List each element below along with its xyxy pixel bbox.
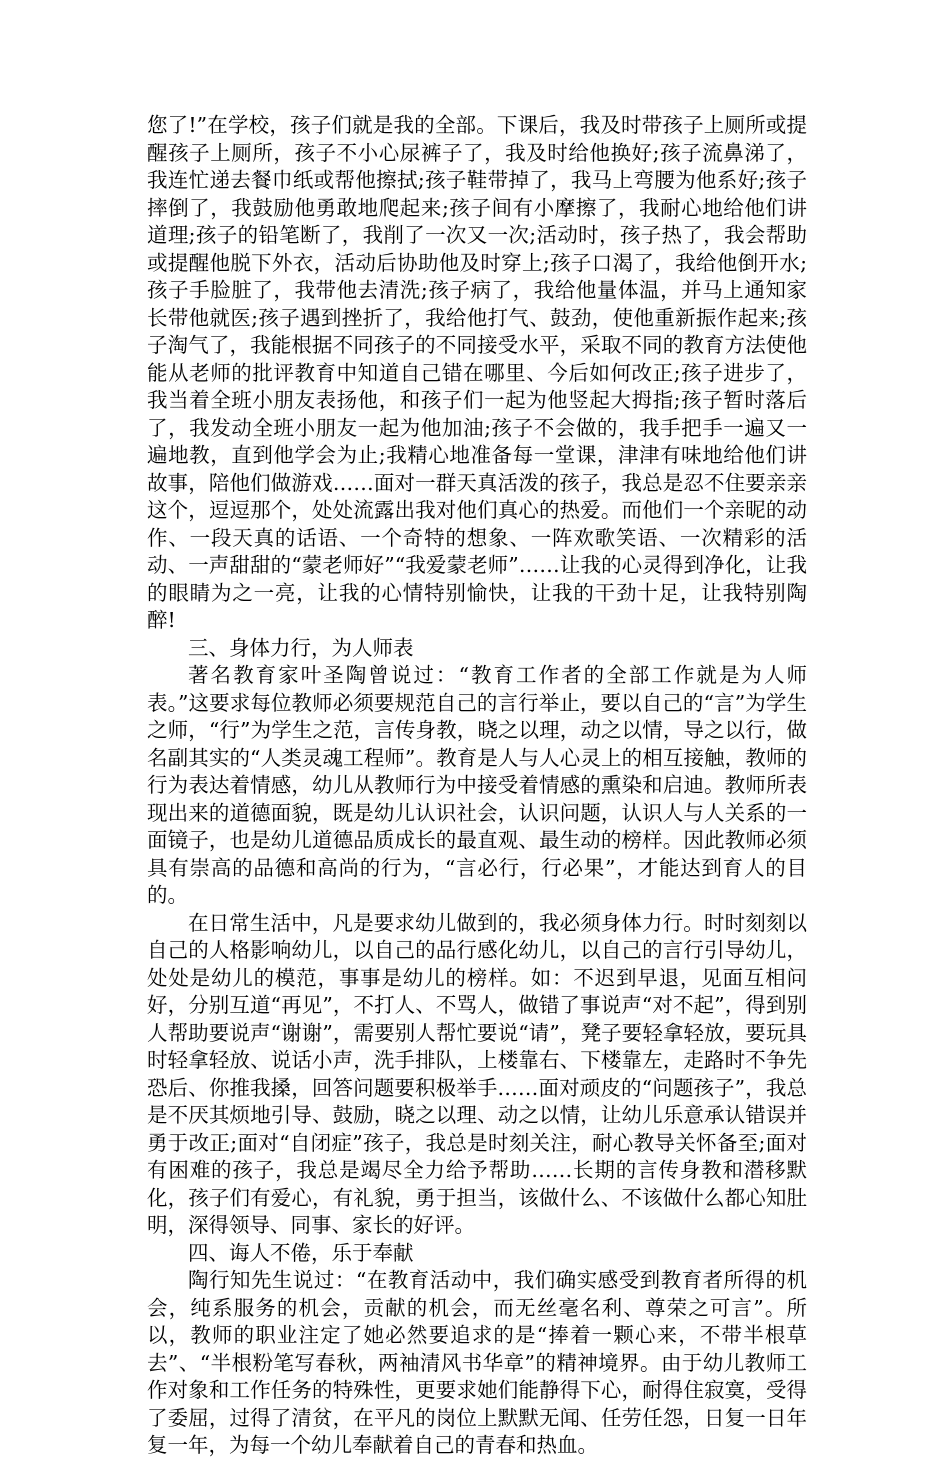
paragraph-daily-life: 在日常生活中，凡是要求幼儿做到的，我必须身体力行。时时刻刻以自己的人格影响幼儿，以自己的品行感化幼儿，以自己的言行引导幼儿，处处是幼儿的模范，事事是幼儿的榜样。如：不迟到早退，见面互相问好，分别互道“再见”，不打人、不骂人，做错了事说声“对不起”，得到别人帮助要说声“谢谢”，需要别人帮忙要说“请”，凳子要轻拿轻放，要玩具时轻拿轻放、说话小声，洗手排队，上楼靠右、下楼靠左，走路时不争先恐后、你推我搡，回答问题要积极举手……面对顽皮的“问题孩子”，我总是不厌其烦地引导、鼓励，晓之以理、动之以情，让幼儿乐意承认错误并勇于改正;面对“自闭症”孩子，我总是时刻关注，耐心教导关怀备至;面对有困难的孩子，我总是竭尽全力给予帮助……长期的言传身教和潜移默化，孩子们有爱心，有礼貌，勇于担当，该做什么、不该做什么都心知肚明，深得领导、同事、家长的好评。 (147, 910, 807, 1237)
paragraph-continuation: 您了!”在学校，孩子们就是我的全部。下课后，我及时带孩子上厕所或提醒孩子上厕所，孩子不小心尿裤子了，我及时给他换好;孩子流鼻涕了，我连忙递去餐巾纸或帮他擦拭;孩子鞋带掉了，我马上弯腰为他系好;孩子摔倒了，我鼓励他勇敢地爬起来;孩子间有小摩擦了，我耐心地给他们讲道理;孩子的铅笔断了，我削了一次又一次;活动时，孩子热了，我会帮助或提醒他脱下外衣，活动后协助他及时穿上;孩子口渴了，我给他倒开水;孩子手脸脏了，我带他去清洗;孩子病了，我给他量体温，并马上通知家长带他就医;孩子遇到挫折了，我给他打气、鼓劲，使他重新振作起来;孩子淘气了，我能根据不同孩子的不同接受水平，采取不同的教育方法使他能从老师的批评教育中知道自己错在哪里、今后如何改正;孩子进步了，我当着全班小朋友表扬他，和孩子们一起为他竖起大拇指;孩子暂时落后了，我发动全班小朋友一起为他加油;孩子不会做的，我手把手一遍又一遍地教，直到他学会为止;我精心地准备每一堂课，津津有味地给他们讲故事，陪他们做游戏……面对一群天真活泼的孩子，我总是忍不住要亲亲这个，逗逗那个，处处流露出我对他们真心的热爱。而他们一个亲昵的动作、一段天真的话语、一个奇特的想象、一阵欢歌笑语、一次精彩的活动、一声甜甜的“蒙老师好”“我爱蒙老师”……让我的心灵得到净化，让我的眼睛为之一亮，让我的心情特别愉快，让我的干劲十足，让我特别陶醉! (147, 113, 807, 632)
document-page (147, 112, 807, 1460)
section-heading-three: 三、身体力行，为人师表 (188, 635, 414, 660)
paragraph-tao-xingzhi-quote: 陶行知先生说过：“在教育活动中，我们确实感受到教育者所得的机会，纯系服务的机会，贡献的机会，而无丝毫名利、尊荣之可言”。所以，教师的职业注定了她必然要追求的是“捧着一颗心来，不带半根草去”、“半根粉笔写春秋，两袖清风书华章”的精神境界。由于幼儿教师工作对象和工作任务的特殊性，更要求她们能静得下心，耐得住寂寞，受得了委屈，过得了清贫，在平凡的岗位上默默无闻、任劳任怨，日复一日年复一年，为每一个幼儿奉献着自己的青春和热血。 (147, 1268, 807, 1457)
paragraph-ye-shengtao-quote: 著名教育家叶圣陶曾说过：“教育工作者的全部工作就是为人师表。”这要求每位教师必须要规范自己的言行举止，要以自己的“言”为学生之师，“行”为学生之范，言传身教，晓之以理，动之以情，导之以行，做名副其实的“人类灵魂工程师”。教育是人与人心灵上的相互接触，教师的行为表达着情感，幼儿从教师行为中接受着情感的熏染和启迪。教师所表现出来的道德面貌，既是幼儿认识社会，认识问题，认识人与人关系的一面镜子，也是幼儿道德品质成长的最直观、最生动的榜样。因此教师必须具有崇高的品德和高尚的行为，“言必行，行必果”，才能达到育人的目的。 (147, 663, 807, 907)
section-heading-four: 四、诲人不倦，乐于奉献 (188, 1240, 414, 1265)
